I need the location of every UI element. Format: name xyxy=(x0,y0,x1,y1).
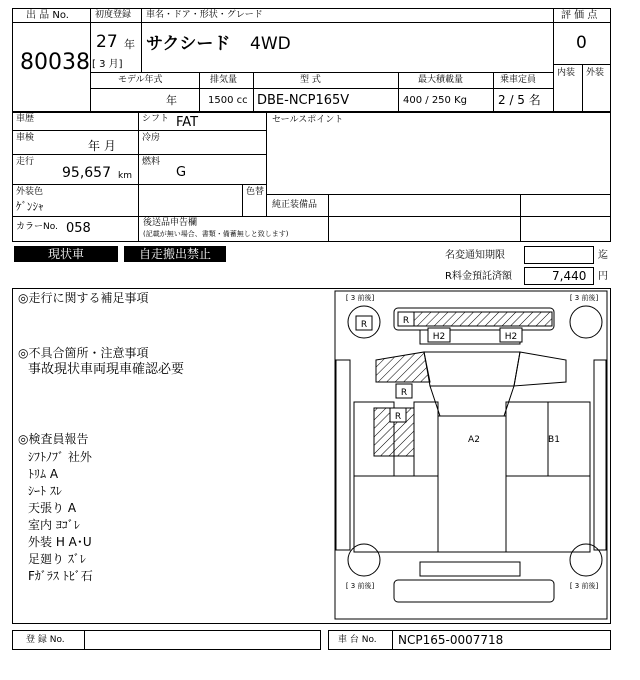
damage-mark-r: R xyxy=(394,412,402,422)
damage-mark-h2: H2 xyxy=(504,332,518,342)
first-reg-label: 初度登録 xyxy=(95,10,132,20)
name-change-field xyxy=(524,246,594,264)
report-line: ﾄﾘﾑ A xyxy=(28,467,59,481)
history-label: 車歴 xyxy=(16,114,35,124)
color-no-label: カラーNo. xyxy=(16,222,58,232)
side-strip-right xyxy=(594,360,606,550)
header-divider xyxy=(199,72,200,112)
fuel-value: G xyxy=(176,165,187,180)
mileage-label: 走行 xyxy=(16,157,35,167)
rear-bumper xyxy=(394,580,554,602)
score-value: 0 xyxy=(576,33,587,53)
sales-point-label: セールスポイント xyxy=(272,115,344,125)
type-label: 型 式 xyxy=(300,75,321,85)
interior-label: 内装 xyxy=(557,68,576,78)
header-divider xyxy=(90,22,553,23)
report-line: Fｶﾞﾗｽ ﾄﾋﾞ石 xyxy=(28,569,93,583)
defects-label: ◎不具合箇所・注意事項 xyxy=(18,346,149,360)
current-state-badge: 現状車 xyxy=(14,246,118,262)
report-line: ｼｰﾄ ｽﾚ xyxy=(28,484,62,498)
wheel-front-right xyxy=(570,306,602,338)
oem-equipment-label: 純正装備品 xyxy=(272,200,318,210)
mileage-unit: km xyxy=(118,171,132,181)
ac-label: 冷房 xyxy=(142,133,161,143)
details-divider xyxy=(138,112,139,216)
header-divider xyxy=(553,22,611,23)
header-divider xyxy=(582,64,583,112)
front-fender-left xyxy=(376,352,430,382)
details-divider xyxy=(266,194,611,195)
side-strip-left xyxy=(336,360,350,550)
corner-bl: [ 3 前後] xyxy=(345,582,375,590)
car-name-label: 車名・ドア・形状・グレード xyxy=(146,10,263,20)
front-bumper-damage xyxy=(406,312,552,326)
header-divider xyxy=(90,88,553,89)
details-divider xyxy=(12,184,266,185)
door-panel-left xyxy=(414,402,438,476)
mileage-value: 95,657 xyxy=(62,165,111,181)
color-label: 外装色 xyxy=(16,187,44,197)
chassis-value: NCP165-0007718 xyxy=(398,633,504,647)
driving-label: ◎走行に関する補足事項 xyxy=(18,291,149,305)
header-divider xyxy=(141,22,142,72)
damage-mark-a2: A2 xyxy=(468,435,480,445)
grade: 4WD xyxy=(250,34,291,54)
details-divider xyxy=(328,194,329,216)
damage-mark-b1: B1 xyxy=(548,435,560,445)
type-value: DBE-NCP165V xyxy=(257,93,350,108)
load-label: 最大積載量 xyxy=(418,75,464,85)
name-change-label: 名変通知期限 xyxy=(445,250,505,261)
footer-divider xyxy=(84,630,85,650)
chassis-label: 車 台 No. xyxy=(338,635,377,645)
header-divider xyxy=(553,8,554,112)
details-divider xyxy=(12,216,611,217)
load-value: 400 / 250 Kg xyxy=(403,95,467,106)
rear-quarter-right xyxy=(506,476,590,552)
corner-br: [ 3 前後] xyxy=(569,582,599,590)
details-divider xyxy=(328,216,329,242)
inspection-label: 車検 xyxy=(16,133,35,143)
report-line: 室内 ﾖｺﾞﾚ xyxy=(28,518,80,532)
front-fender-right xyxy=(514,352,566,386)
rear-panel xyxy=(420,562,520,576)
details-divider xyxy=(12,130,266,131)
no-self-drive-badge: 自走搬出禁止 xyxy=(124,246,226,262)
wheel-rear-right xyxy=(570,544,602,576)
details-divider xyxy=(242,184,243,216)
footer-divider xyxy=(392,630,393,650)
details-divider xyxy=(520,194,521,242)
recycle-value: 7,440 xyxy=(552,269,587,283)
after-docs-label: 後送品申告欄 xyxy=(143,218,198,228)
color-value: ｹﾞﾝｼｬ xyxy=(16,200,44,213)
header-divider xyxy=(90,72,553,73)
damage-mark-r: R xyxy=(400,388,408,398)
header-divider xyxy=(398,72,399,112)
damage-mark-h2: H2 xyxy=(432,332,446,342)
score-label: 評 価 点 xyxy=(561,10,598,21)
door-panel-right xyxy=(506,402,548,476)
header-divider xyxy=(253,72,254,112)
details-divider xyxy=(138,216,139,242)
name-change-unit: 迄 xyxy=(598,250,608,261)
details-divider xyxy=(266,112,267,216)
reg-no-label: 登 録 No. xyxy=(26,635,65,645)
year-number: 27 xyxy=(96,32,118,52)
defects-text: 事故現状車両現車確認必要 xyxy=(28,362,185,377)
model-year-value: 年 xyxy=(166,94,177,107)
header-divider xyxy=(12,22,90,23)
hood xyxy=(424,352,520,386)
shift-label: シフト xyxy=(142,114,170,124)
capacity-value: 2 / 5 名 xyxy=(498,93,541,107)
wheel-rear-left xyxy=(348,544,380,576)
inspection-value: 年 月 xyxy=(88,139,116,153)
after-docs-note: (記載が無い場合、書類・備蓄無しと致します) xyxy=(143,230,289,238)
lot-number: 80038 xyxy=(20,50,90,75)
capacity-label: 乗車定員 xyxy=(500,75,537,85)
recycle-unit: 円 xyxy=(598,271,608,282)
rear-quarter-left xyxy=(354,476,438,552)
shift-value: FAT xyxy=(176,115,199,130)
report-line: 天張り A xyxy=(28,501,77,515)
header-divider xyxy=(90,8,91,112)
year-unit: 年 xyxy=(124,38,135,51)
header-divider xyxy=(141,8,142,22)
month-value: [ 3 月] xyxy=(92,59,123,70)
report-line: 足廻り ｽﾞﾚ xyxy=(28,552,86,566)
car-damage-diagram xyxy=(334,290,610,622)
car-name: サクシード xyxy=(146,34,231,54)
report-line: 外装 H A･U xyxy=(28,535,92,549)
model-year-label: モデル年式 xyxy=(118,75,163,85)
inspector-label: ◎検査員報告 xyxy=(18,432,89,446)
lot-label: 出 品 No. xyxy=(26,10,69,21)
report-line: ｼﾌﾄﾉﾌﾞ 社外 xyxy=(28,450,92,464)
color-no-value: 058 xyxy=(66,221,91,236)
windshield xyxy=(430,386,514,416)
damage-mark-r: R xyxy=(360,320,368,330)
displacement-value: 1500 cc xyxy=(208,95,248,106)
displacement-label: 排気量 xyxy=(210,75,238,85)
corner-tl: [ 3 前後] xyxy=(345,294,375,302)
fuel-label: 燃料 xyxy=(142,157,161,167)
recycle-label: R料金預託済額 xyxy=(445,271,512,282)
inspector-report xyxy=(28,448,93,584)
header-divider xyxy=(493,72,494,112)
color-change-label: 色替 xyxy=(246,187,265,197)
corner-tr: [ 3 前後] xyxy=(569,294,599,302)
exterior-label: 外装 xyxy=(586,68,605,78)
damage-mark-r: R xyxy=(402,316,410,326)
details-divider xyxy=(12,154,266,155)
